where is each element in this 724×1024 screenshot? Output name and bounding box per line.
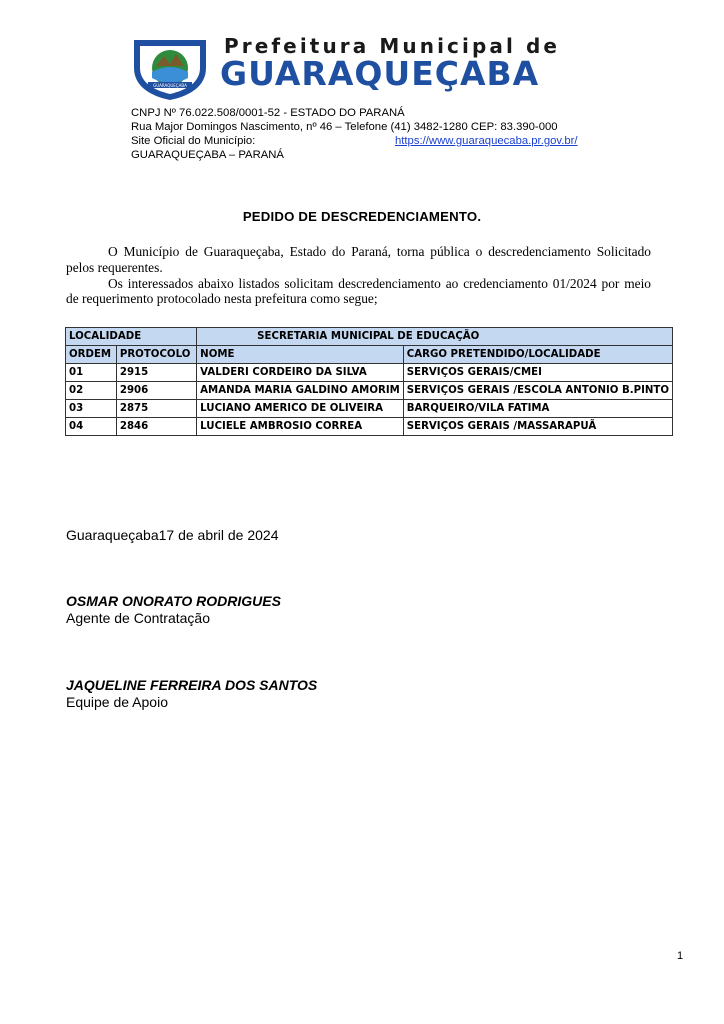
- cell-ordem: 04: [66, 418, 117, 436]
- page-number: 1: [677, 950, 684, 962]
- signer2-role: Equipe de Apoio: [66, 694, 168, 710]
- paragraph-2: Os interessados abaixo listados solicitam descredenciamento ao credenciamento 01/2024 por meio de requerimento protocolado nesta prefeitura como segue;: [66, 275, 651, 307]
- cell-cargo: SERVIÇOS GERAIS /ESCOLA ANTONIO B.PINTO: [403, 382, 672, 400]
- cell-protocolo: 2906: [116, 382, 196, 400]
- document-title: PEDIDO DE DESCREDENCIAMENTO.: [242, 209, 482, 224]
- column-header-protocolo: PROTOCOLO: [116, 346, 196, 364]
- municipal-crest-logo: [130, 34, 210, 102]
- descredenciamento-table: [65, 327, 673, 436]
- document-body: [66, 244, 651, 307]
- table-row: [66, 364, 673, 382]
- table-row: [66, 418, 673, 436]
- header-title-line2: GUARAQUEÇABA: [220, 54, 540, 93]
- address-line: Rua Major Domingos Nascimento, nº 46 – Telefone (41) 3482-1280 CEP: 83.390-000: [131, 121, 558, 133]
- cell-cargo: SERVIÇOS GERAIS /MASSARAPUÃ: [403, 418, 672, 436]
- crest-text: GUARAQUEÇABA: [153, 83, 187, 88]
- signer1-role: Agente de Contratação: [66, 610, 210, 626]
- column-header-ordem: ORDEM: [66, 346, 117, 364]
- cell-cargo: SERVIÇOS GERAIS/CMEI: [403, 364, 672, 382]
- cell-cargo: BARQUEIRO/VILA FATIMA: [403, 400, 672, 418]
- header-title-line1: Prefeitura Municipal de: [224, 34, 561, 58]
- table-row: [66, 382, 673, 400]
- header-contact-block: [131, 106, 578, 162]
- site-label: Site Oficial do Município:: [131, 135, 256, 147]
- cell-protocolo: 2915: [116, 364, 196, 382]
- paragraph-1: O Município de Guaraqueçaba, Estado do Paraná, torna pública o descredenciamento Solicitado pelos requerentes.: [66, 244, 651, 275]
- localidade-label: LOCALIDADE: [66, 328, 197, 346]
- secretaria-label: SECRETARIA MUNICIPAL DE EDUCAÇÃO: [197, 328, 673, 346]
- table-header-row: [66, 346, 673, 364]
- table-location-row: [66, 328, 673, 346]
- site-link[interactable]: https://www.guaraquecaba.pr.gov.br/: [395, 135, 578, 147]
- date-line: Guaraqueçaba17 de abril de 2024: [66, 527, 279, 543]
- cell-nome: LUCIELE AMBROSIO CORREA: [197, 418, 404, 436]
- cell-nome: LUCIANO AMERICO DE OLIVEIRA: [197, 400, 404, 418]
- cell-ordem: 01: [66, 364, 117, 382]
- table-row: [66, 400, 673, 418]
- cnpj-line: CNPJ Nº 76.022.508/0001-52 - ESTADO DO PARANÁ: [131, 107, 405, 119]
- cell-ordem: 02: [66, 382, 117, 400]
- column-header-nome: NOME: [197, 346, 404, 364]
- cell-protocolo: 2875: [116, 400, 196, 418]
- column-header-cargo: CARGO PRETENDIDO/LOCALIDADE: [403, 346, 672, 364]
- signer2-name: JAQUELINE FERREIRA DOS SANTOS: [66, 677, 318, 693]
- cell-nome: VALDERI CORDEIRO DA SILVA: [197, 364, 404, 382]
- cell-protocolo: 2846: [116, 418, 196, 436]
- cell-nome: AMANDA MARIA GALDINO AMORIM: [197, 382, 404, 400]
- city-line: GUARAQUEÇABA – PARANÁ: [131, 149, 284, 161]
- cell-ordem: 03: [66, 400, 117, 418]
- signer1-name: OSMAR ONORATO RODRIGUES: [66, 593, 281, 609]
